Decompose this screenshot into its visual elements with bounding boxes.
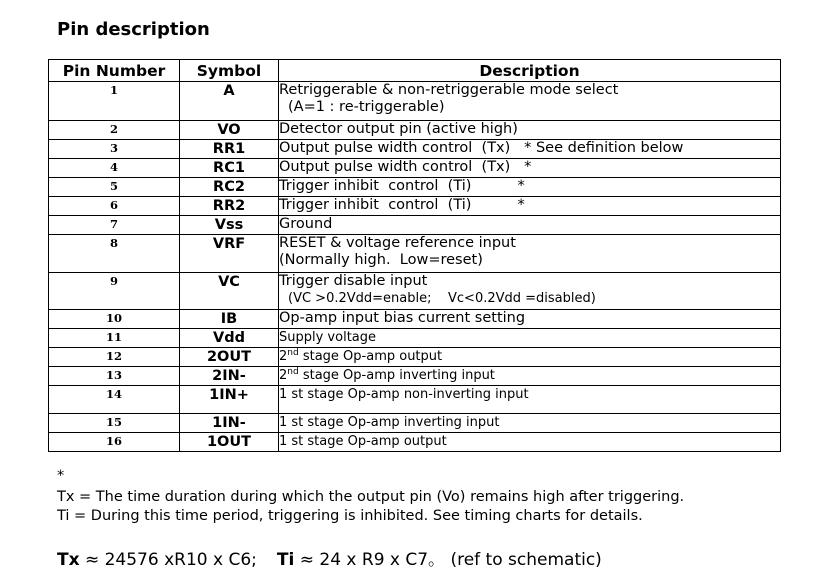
table-row [49,348,781,367]
description-line: Trigger disable input [279,273,428,289]
ti-definition: Ti = During this time period, triggering is inhibited. See timing charts for details. [57,508,643,524]
table-row [49,433,781,452]
pin-number: 1 [49,82,180,121]
description-text: stage Op-amp output [298,349,443,364]
pin-description: 1 st stage Op-amp inverting input [279,414,781,433]
table-row [49,121,781,140]
table-row [49,310,781,329]
header-description: Description [279,60,781,82]
header-symbol: Symbol [180,60,279,82]
pin-description [279,235,781,273]
description-ordinal: 2 [279,349,288,364]
ti-formula-label: Ti [276,550,295,570]
pin-symbol: RC2 [180,178,279,197]
description-ordinal: 2 [279,368,288,383]
footnote-marker: * [57,468,65,484]
pin-symbol: VO [180,121,279,140]
ti-formula-expression: ≈ 24 x R9 x C7。 (ref to schematic) [294,550,602,570]
description-text: stage Op-amp inverting input [298,368,495,383]
table-row [49,140,781,159]
description-line: (VC >0.2Vdd=enable; Vc<0.2Vdd =disabled) [288,291,596,306]
pin-description: 1 st stage Op-amp non-inverting input [279,386,781,414]
pin-symbol: 2OUT [180,348,279,367]
pin-number: 7 [49,216,180,235]
table-row [49,386,781,414]
pin-description-table [48,59,781,452]
pin-symbol: Vdd [180,329,279,348]
pin-symbol: 1IN- [180,414,279,433]
tx-definition: Tx = The time duration during which the output pin (Vo) remains high after triggering. [57,489,685,505]
description-line: RESET & voltage reference input [279,235,516,251]
pin-description: Trigger inhibit control (Ti) * [279,178,781,197]
pin-number: 6 [49,197,180,216]
pin-number: 9 [49,273,180,310]
table-row [49,235,781,273]
pin-number: 8 [49,235,180,273]
pin-description: Output pulse width control (Tx) * [279,159,781,178]
description-ordinal-suffix: nd [287,348,299,358]
pin-number: 16 [49,433,180,452]
table-row [49,197,781,216]
table-row [49,159,781,178]
description-line: Retriggerable & non-retriggerable mode select [279,82,619,98]
pin-symbol: RC1 [180,159,279,178]
table-header-row [49,60,781,82]
page-title: Pin description [57,19,210,40]
pin-description: 1 st stage Op-amp output [279,433,781,452]
pin-description: Op-amp input bias current setting [279,310,781,329]
description-line: (A=1 : re-triggerable) [288,99,445,115]
pin-symbol: 1OUT [180,433,279,452]
pin-description [279,82,781,121]
description-line: (Normally high. Low=reset) [279,252,483,268]
pin-description [279,273,781,310]
table-row [49,82,781,121]
description-ordinal-suffix: nd [287,367,299,377]
table-row [49,216,781,235]
pin-symbol: VC [180,273,279,310]
pin-number: 11 [49,329,180,348]
pin-number: 15 [49,414,180,433]
table-row [49,273,781,310]
pin-symbol: Vss [180,216,279,235]
header-pin-number: Pin Number [49,60,180,82]
pin-number: 12 [49,348,180,367]
pin-number: 13 [49,367,180,386]
pin-description [279,348,781,367]
pin-number: 4 [49,159,180,178]
pin-description: Trigger inhibit control (Ti) * [279,197,781,216]
pin-number: 5 [49,178,180,197]
table-row [49,414,781,433]
tx-formula-expression: ≈ 24576 xR10 x C6; [79,550,257,570]
tx-formula-label: Tx [57,550,80,570]
pin-number: 14 [49,386,180,414]
table-row [49,178,781,197]
pin-description: Supply voltage [279,329,781,348]
table-row [49,329,781,348]
pin-symbol: A [180,82,279,121]
pin-number: 3 [49,140,180,159]
pin-symbol: RR1 [180,140,279,159]
pin-symbol: IB [180,310,279,329]
pin-description [279,367,781,386]
pin-number: 2 [49,121,180,140]
pin-number: 10 [49,310,180,329]
pin-description: Detector output pin (active high) [279,121,781,140]
timing-formula [57,545,602,570]
pin-symbol: VRF [180,235,279,273]
table-row [49,367,781,386]
pin-symbol: RR2 [180,197,279,216]
pin-description: Output pulse width control (Tx) * See definition below [279,140,781,159]
pin-description: Ground [279,216,781,235]
pin-symbol: 1IN+ [180,386,279,414]
pin-symbol: 2IN- [180,367,279,386]
